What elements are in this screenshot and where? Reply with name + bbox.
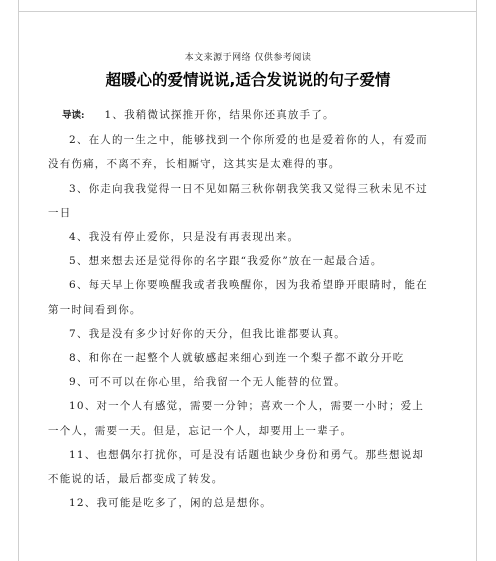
page-title: 超暖心的爱情说说,适合发说说的句子爱情 [105,71,391,89]
paragraph-11: 11、也想偶尔打扰你，可是没有话题也缺少身份和勇气。那些想说却不能说的话，最后都变成了转发。 [48,448,425,486]
paragraph-1 [48,103,428,128]
page-border-top [18,11,477,12]
paragraph-7: 7、我是没有多少讨好你的天分，但我比谁都要认真。 [69,327,346,340]
paragraph-text: 1、我稍微试探推开你，结果你还真放手了。 [104,109,335,121]
source-note: 本文来源于网络 仅供参考阅读 [184,53,312,63]
lead-label: 导读: [62,110,85,121]
paragraph-12: 12、我可能是吃多了，闲的总是想你。 [69,497,272,510]
paragraph-4: 4、我没有停止爱你，只是没有再表现出来。 [69,231,300,244]
paragraph-3: 3、你走向我我觉得一日不见如隔三秋你朝我笑我又觉得三秋未见不过一日 [48,182,428,219]
paragraph-2: 2、在人的一生之中，能够找到一个你所爱的也是爱着你的人，有爱而没有伤痛，不离不弃，长相厮守，这其实是太难得的事。 [48,134,428,171]
paragraph-9: 9、可不可以在你心里，给我留一个无人能替的位置。 [69,376,346,389]
paragraph-5: 5、想来想去还是觉得你的名字跟“我爱你”放在一起最合适。 [69,255,383,268]
paragraph-6: 6、每天早上你要唤醒我或者我唤醒你，因为我希望睁开眼睛时，能在第一时间看到你。 [48,279,428,316]
paragraph-8: 8、和你在一起整个人就敏感起来细心到连一个梨子都不敢分开吃 [69,352,405,365]
article-body [48,103,428,515]
paragraph-10: 10、对一个人有感觉，需要一分钟；喜欢一个人，需要一小时；爱上一个人，需要一天。但是，忘记一个人，却要用上一辈子。 [48,400,425,437]
